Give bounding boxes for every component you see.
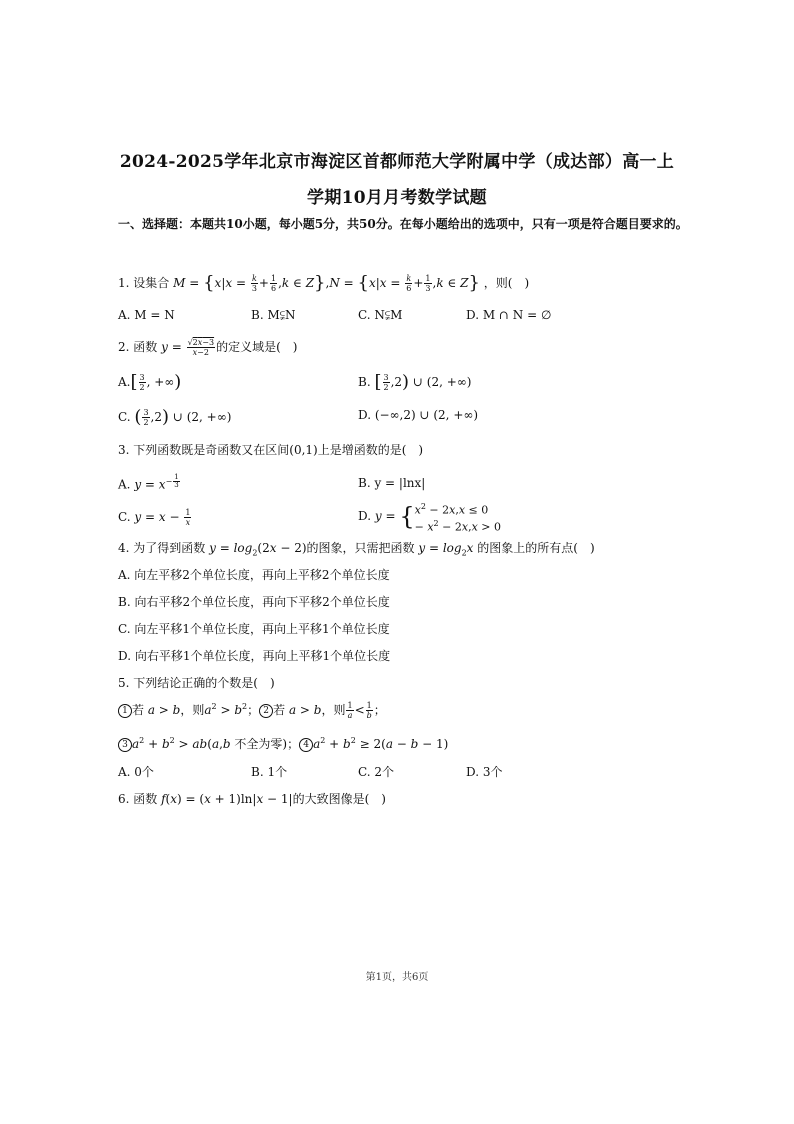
- q1-option-a: A. M = N: [118, 308, 175, 322]
- q5-option-c: C. 2个: [358, 765, 395, 779]
- q1-option-c: C. N⫋M: [358, 308, 403, 322]
- q4-middle: 的图象，只需把函数: [306, 541, 415, 555]
- q5-statements-1-2: 1 若 a > b，则$a^2 > b^2$； 2 若 a > b，则 $\frac{1}{a}$ < $\frac{1}{b}$ ；: [118, 701, 386, 720]
- exam-title-line1: 2024-2025学年北京市海淀区首都师范大学附属中学（成达部）高一上: [119, 152, 675, 172]
- q5-statements-3-4: 3 $a^2 + b^2 > ab(a,b$ 不全为零)； 4 $a^2 + b^2 \ge 2(a - b - 1)$: [118, 735, 448, 752]
- q2-prefix: 2. 函数: [118, 340, 158, 354]
- q1-set-m: M = {x|x = $\frac{k}{3}$ + $\frac{1}{6}$ ,k ∈ Z},N = {x|x = $\frac{k}{6}$ + $\frac{1}{3}$ ,k ∈ Z}: [173, 272, 480, 294]
- exam-title-line2: 学期10月月考数学试题: [307, 188, 487, 208]
- q2-option-a: A.[ $\frac{3}{2}$ , +∞): [118, 371, 182, 393]
- q4-option-c: C. 向左平移1个单位长度，再向上平移1个单位长度: [118, 622, 390, 636]
- q4-option-d: D. 向右平移1个单位长度，再向上平移1个单位长度: [118, 649, 391, 663]
- q1-prefix: 1. 设集合: [118, 276, 170, 290]
- page-footer: 第1页，共6页: [365, 972, 429, 983]
- q2-option-b: B. [ $\frac{3}{2}$ ,2) ∪ (2, +∞): [358, 371, 472, 393]
- q6-suffix: 的大致图像是( ): [292, 792, 386, 806]
- q5-option-b: B. 1个: [251, 765, 288, 779]
- question-3: 3. 下列函数既是奇函数又在区间(0,1)上是增函数的是( ): [118, 443, 424, 457]
- question-4: 4. 为了得到函数 $y = \log_2(2x - 2)$的图象，只需把函数 $y = \log_2x$ 的图象上的所有点( ): [118, 541, 595, 558]
- q3-option-a: A. $y = x^{- \frac{1}{3}}$: [118, 473, 179, 492]
- question-1: [118, 274, 529, 293]
- q5-option-d: D. 3个: [466, 765, 503, 779]
- question-2: [118, 338, 297, 357]
- q5-option-a: A. 0个: [118, 765, 154, 779]
- q4-option-b: B. 向右平移2个单位长度，再向下平移2个单位长度: [118, 595, 390, 609]
- q3-option-b: B. y = |lnx|: [358, 476, 426, 490]
- q1-option-d: D. M ∩ N = ∅: [466, 308, 552, 322]
- q3-option-d: D. y = { $x^2 - 2x,x \le 0$ − $x^2 - 2x,x > 0$: [358, 502, 501, 534]
- q2-suffix: 的定义域是( ): [216, 340, 298, 354]
- q2-function: y = $\frac{√2x-3}{x-2}$: [161, 338, 215, 357]
- q4-option-a: A. 向左平移2个单位长度，再向上平移2个单位长度: [118, 568, 390, 582]
- section-heading: 一、选择题：本题共10小题，每小题5分，共50分。在每小题给出的选项中，只有一项是符合题目要求的。: [118, 217, 688, 231]
- q1-option-b: B. M⫋N: [251, 308, 296, 322]
- q3-option-c: C. y = x − $\frac{1}{x}$: [118, 508, 191, 527]
- q4-prefix: 4. 为了得到函数: [118, 541, 206, 555]
- q4-suffix: 的图象上的所有点( ): [477, 541, 595, 555]
- q1-suffix: ，则( ): [483, 276, 530, 290]
- question-5: 5. 下列结论正确的个数是( ): [118, 676, 275, 690]
- q2-option-d: D. (−∞,2) ∪ (2, +∞): [358, 408, 479, 422]
- q2-option-c: C. ( $\frac{3}{2}$ ,2) ∪ (2, +∞): [118, 406, 232, 428]
- question-6: 6. 函数 f(x) = (x + 1)ln|x − 1|的大致图像是( ): [118, 792, 386, 806]
- q6-prefix: 6. 函数: [118, 792, 158, 806]
